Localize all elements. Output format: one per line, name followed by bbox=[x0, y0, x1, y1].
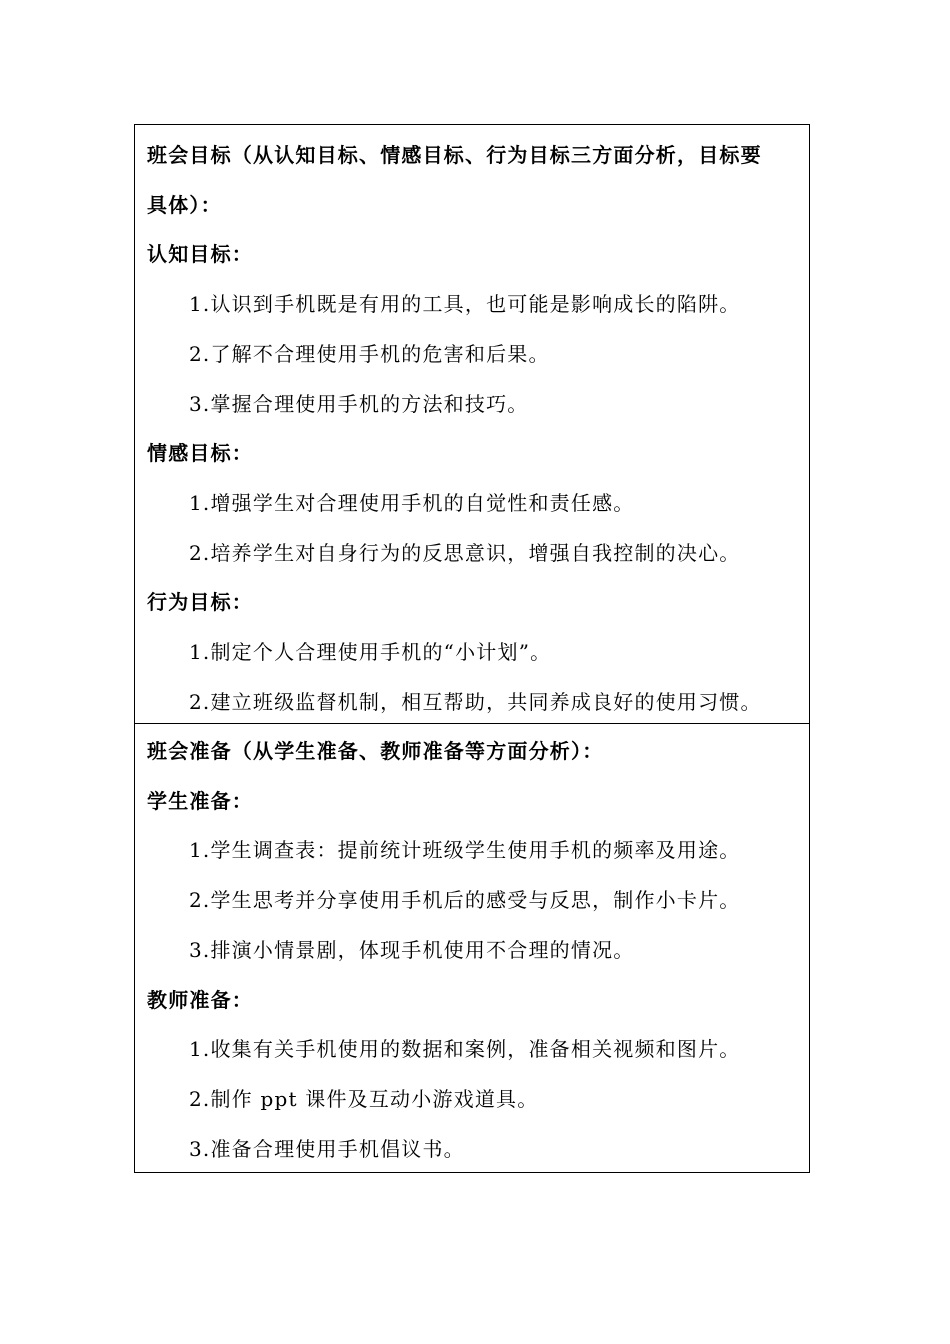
behavioral-goal-item: 2.建立班级监督机制，相互帮助，共同养成良好的使用习惯。 bbox=[189, 689, 762, 714]
lesson-plan-table bbox=[134, 124, 810, 1173]
behavioral-goal-item: 1.制定个人合理使用手机的“小计划”。 bbox=[189, 640, 552, 665]
preparation-cell bbox=[135, 723, 809, 1172]
goals-heading-line2: 具体）： bbox=[147, 192, 222, 217]
student-preparation-item: 2.学生思考并分享使用手机后的感受与反思，制作小卡片。 bbox=[189, 888, 741, 913]
behavioral-goals-title: 行为目标： bbox=[147, 590, 253, 615]
emotional-goals-title: 情感目标： bbox=[147, 441, 253, 466]
cognitive-goals-title: 认知目标： bbox=[147, 242, 253, 267]
emotional-goal-item: 2.培养学生对自身行为的反思意识，增强自我控制的决心。 bbox=[189, 540, 741, 565]
teacher-preparation-item: 2.制作 ppt 课件及互动小游戏道具。 bbox=[189, 1086, 539, 1111]
emotional-goal-item: 1.增强学生对合理使用手机的自觉性和责任感。 bbox=[189, 490, 635, 515]
teacher-preparation-title: 教师准备： bbox=[147, 987, 253, 1012]
cognitive-goal-item: 2.了解不合理使用手机的危害和后果。 bbox=[189, 341, 550, 366]
student-preparation-title: 学生准备： bbox=[147, 788, 253, 813]
teacher-preparation-item: 3.准备合理使用手机倡议书。 bbox=[189, 1136, 465, 1161]
preparation-heading: 班会准备（从学生准备、教师准备等方面分析）： bbox=[147, 739, 604, 763]
student-preparation-item: 1.学生调查表：提前统计班级学生使用手机的频率及用途。 bbox=[189, 838, 741, 863]
student-preparation-item: 3.排演小情景剧，体现手机使用不合理的情况。 bbox=[189, 937, 635, 962]
teacher-preparation-item: 1.收集有关手机使用的数据和案例，准备相关视频和图片。 bbox=[189, 1037, 741, 1062]
cognitive-goal-item: 1.认识到手机既是有用的工具，也可能是影响成长的陷阱。 bbox=[189, 292, 741, 317]
goals-heading-line1: 班会目标（从认知目标、情感目标、行为目标三方面分析，目标要 bbox=[147, 143, 762, 167]
goals-cell bbox=[135, 125, 809, 723]
cognitive-goal-item: 3.掌握合理使用手机的方法和技巧。 bbox=[189, 391, 529, 416]
